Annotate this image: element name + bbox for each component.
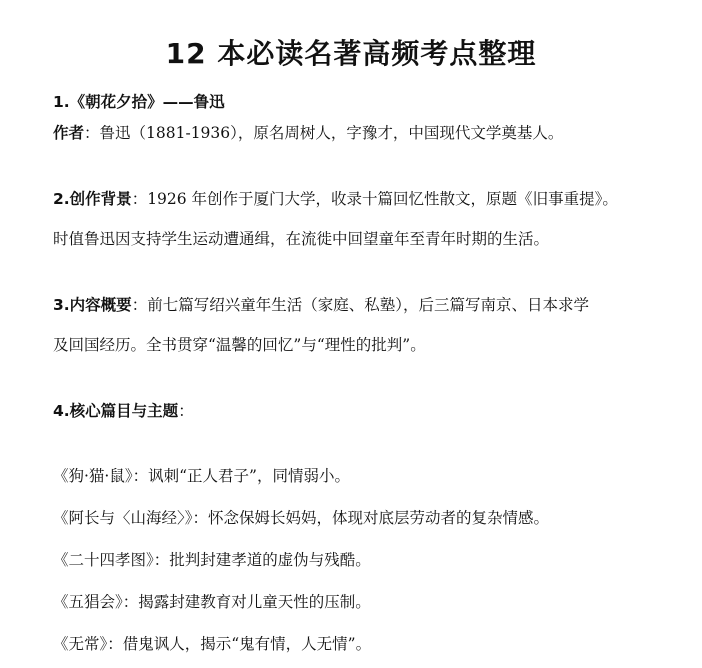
background-label: 2.创作背景 bbox=[53, 190, 132, 208]
chapter-item: 《无常》：借鬼讽人，揭示“鬼有情，人无情”。 bbox=[53, 635, 372, 653]
summary-text-1: ：前七篇写绍兴童年生活（家庭、私塾），后三篇写南京、日本求学 bbox=[131, 296, 589, 314]
page-title: 12 本必读名著高频考点整理 bbox=[165, 37, 537, 70]
background-text-1: ：1926 年创作于厦门大学，收录十篇回忆性散文，原题《旧事重提》。 bbox=[131, 190, 618, 208]
core-chapters-colon: ： bbox=[178, 402, 194, 420]
core-chapters-heading: 4.核心篇目与主题 bbox=[53, 402, 179, 420]
core-chapters-heading-line bbox=[53, 400, 693, 422]
background-line-2: 时值鲁迅因支持学生运动遭通缉，在流徙中回望童年至青年时期的生活。 bbox=[53, 230, 550, 248]
background-line-1 bbox=[53, 188, 693, 210]
author-text: ：鲁迅（1881-1936），原名周树人，字豫才，中国现代文学奠基人。 bbox=[84, 124, 564, 142]
chapter-item: 《二十四孝图》：批判封建孝道的虚伪与残酷。 bbox=[53, 551, 371, 569]
summary-line-2: 及回国经历。全书贯穿“温馨的回忆”与“理性的批判”。 bbox=[53, 336, 426, 354]
summary-label: 3.内容概要 bbox=[53, 296, 132, 314]
summary-line-1 bbox=[53, 294, 693, 316]
book-heading: 1.《朝花夕拾》——鲁迅 bbox=[53, 93, 225, 111]
chapter-item: 《五猖会》：揭露封建教育对儿童天性的压制。 bbox=[53, 593, 371, 611]
author-label: 作者 bbox=[53, 124, 85, 142]
chapter-item: 《阿长与〈山海经〉》：怀念保姆长妈妈，体现对底层劳动者的复杂情感。 bbox=[53, 509, 550, 527]
author-line bbox=[53, 122, 693, 144]
chapter-item: 《狗·猫·鼠》：讽刺“正人君子”，同情弱小。 bbox=[53, 467, 350, 485]
